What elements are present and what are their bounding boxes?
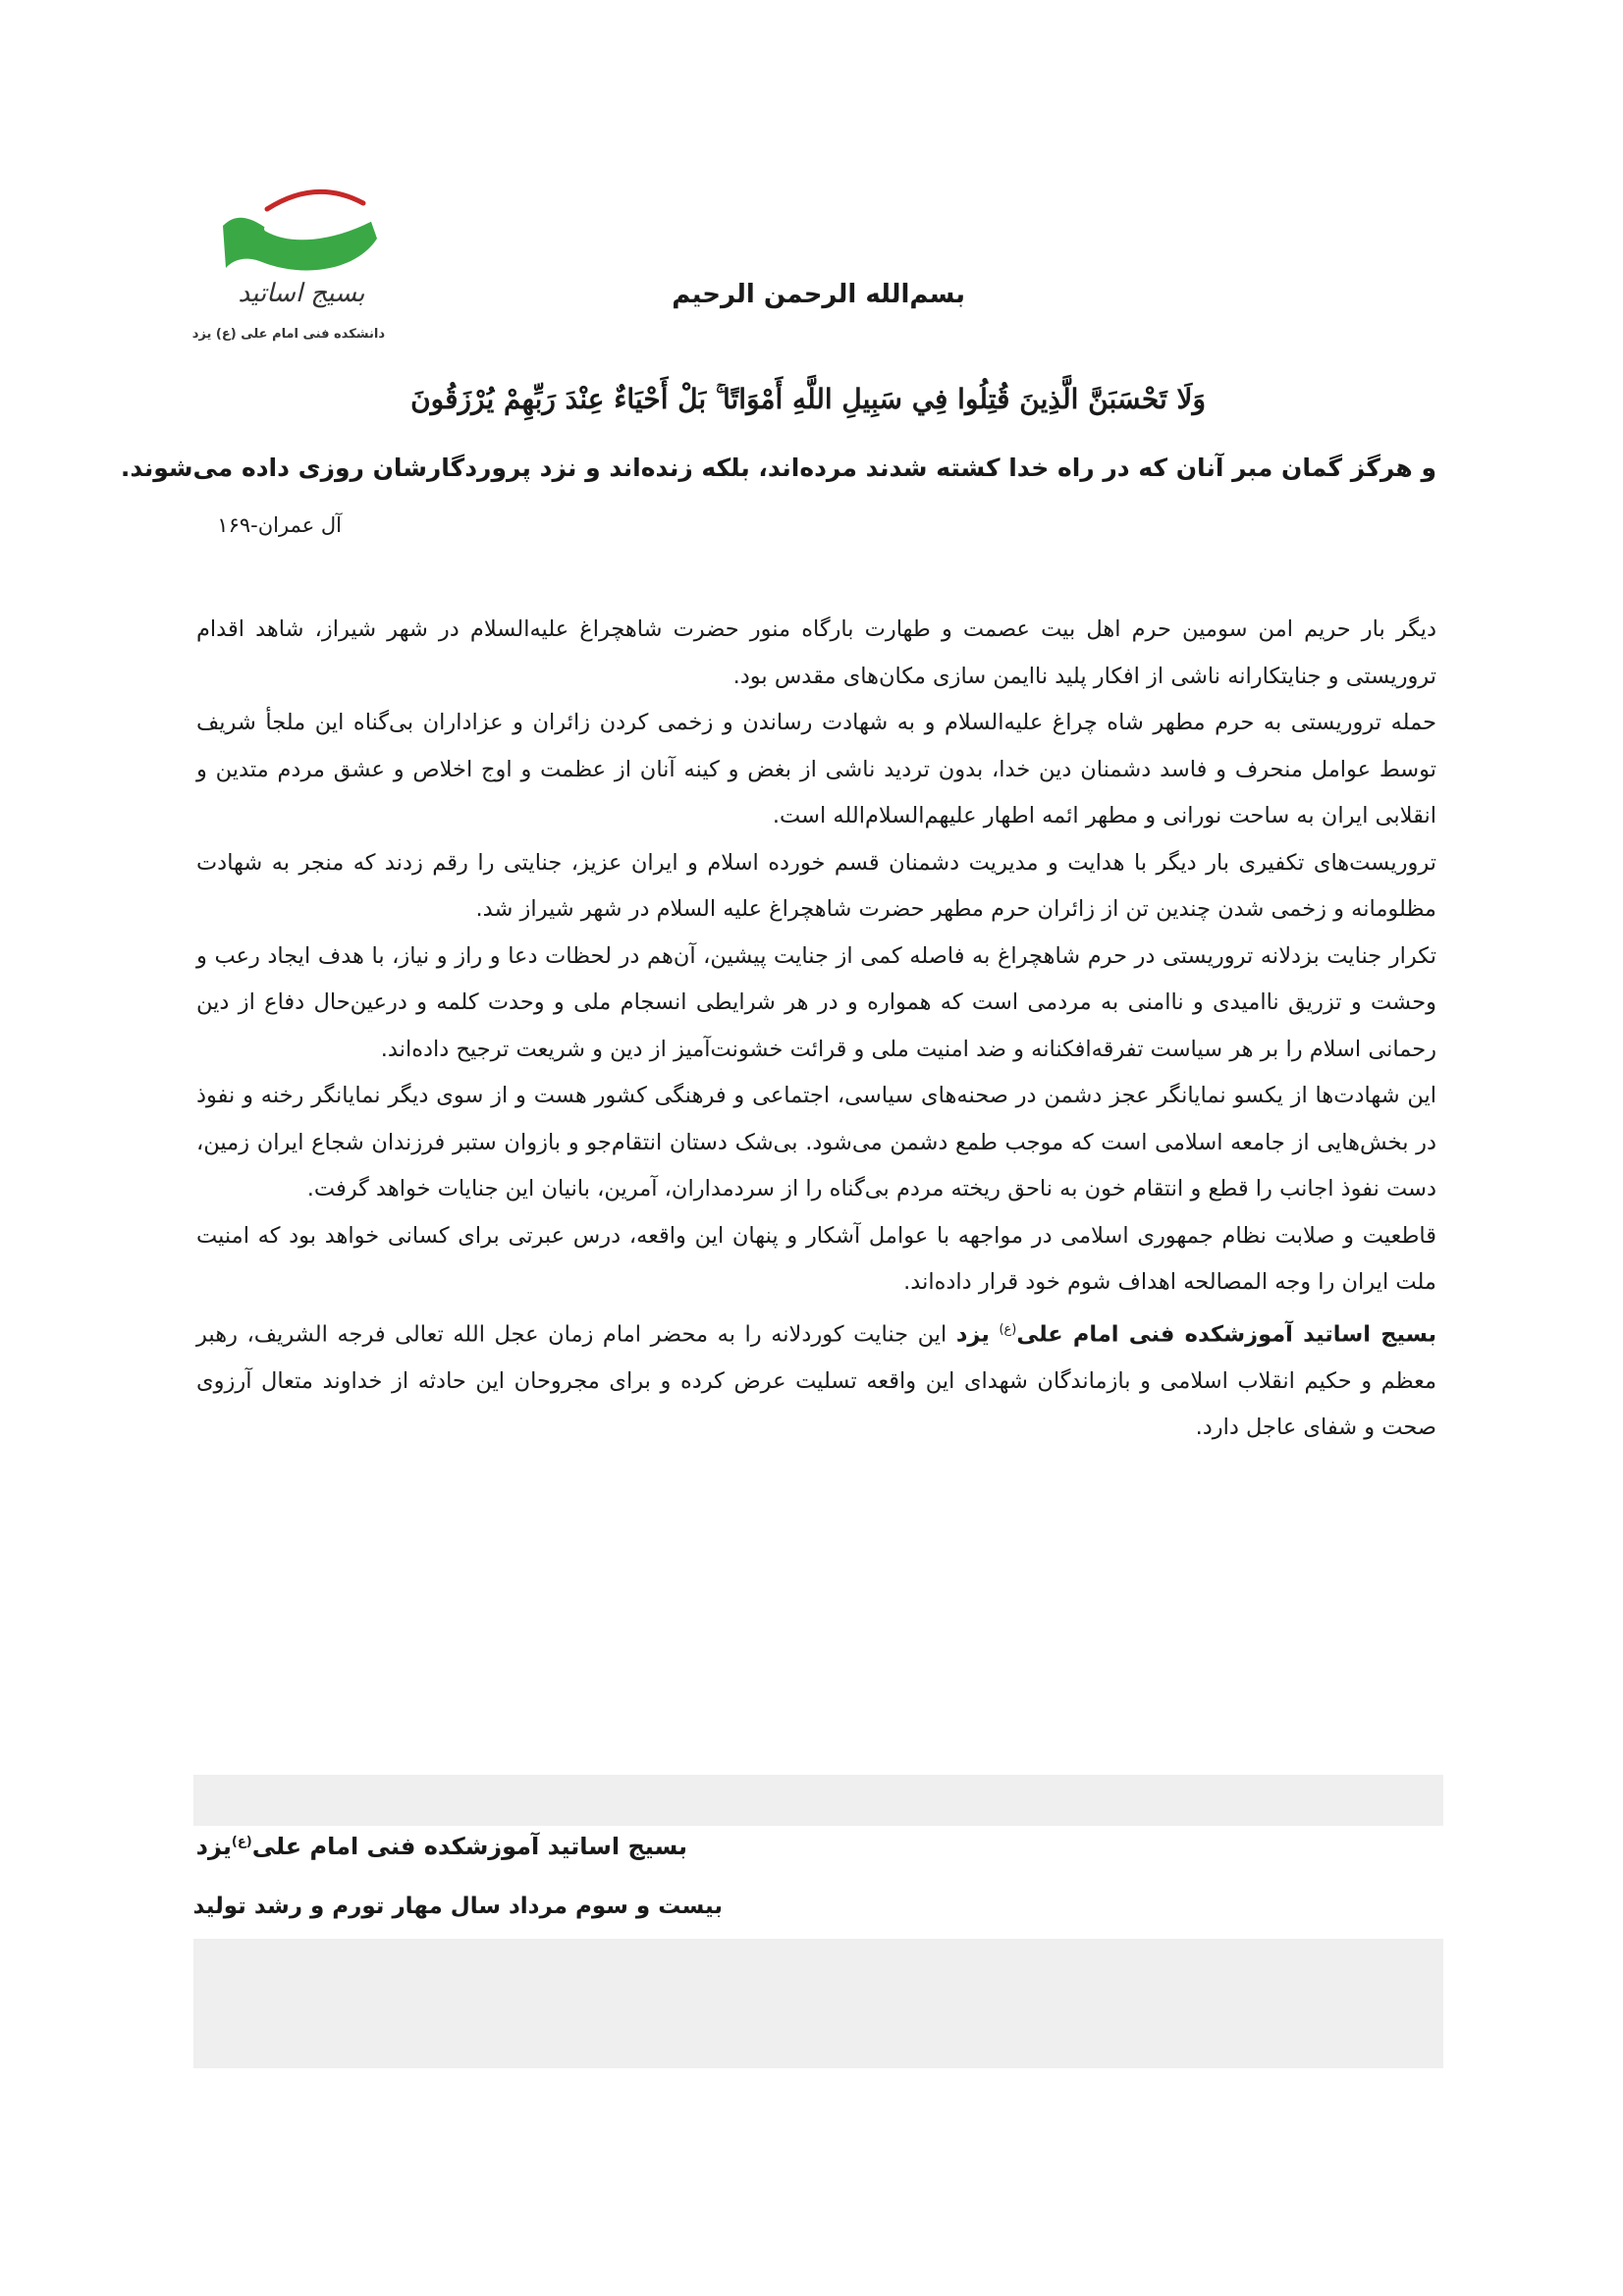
logo-script-text: بسیج اساتید — [238, 279, 365, 308]
date-line: بیست و سوم مرداد سال مهار تورم و رشد تولید — [192, 1894, 723, 1919]
paragraph-7-org: بسیج اساتید آموزشکده فنی امام علی — [1016, 1321, 1437, 1347]
paragraph-1: دیگر بار حریم امن سومین حرم اهل بیت عصمت و طهارت بارگاه منور حضرت شاهچراغ علیه‌السلام در شهر شیراز، شاهد اقدام تروریستی و جنایتکارانه ناشی از افکار پلید ناایمن سازی مکان‌های مقدس بود. — [196, 616, 1436, 689]
paragraph-7-text: این جنایت کوردلانه را به محضر امام زمان عجل الله تعالی فرجه الشریف، رهبر معظم و حکیم انقلاب اسلامی و بازماندگان شهدای این واقعه تسلیت عرض کرده و برای مجروحان این حادثه از خداوند متعال آرزوی صحت و شفای عاجل دارد. — [196, 1321, 1436, 1440]
logo-caption: دانشکده فنی امام علی (ع) یزد — [191, 327, 385, 342]
paragraph-4: تکرار جنایت بزدلانه تروریستی در حرم شاهچراغ به فاصله کمی از جنایت پیشین، آن‌هم در لحظات دعا و راز و نیاز، با هدف ایجاد رعب و وحشت و تزریق ناامیدی و ناامنی به مردمی است که همواره و در هر شرایطی انسجام ملی و وحدت کلمه و درعین‌حال دفاع از دین رحمانی اسلام را بر هر سیاست تفرقه‌افکنانه و ضد امنیت ملی و قرائت خشونت‌آمیز از دین و شریعت ترجیح داده‌اند. — [196, 942, 1436, 1062]
signature — [196, 1833, 687, 1860]
bismillah-heading: بسم‌الله الرحمن الرحیم — [672, 280, 965, 309]
basij-asatid-logo — [191, 182, 385, 353]
signature-sup: (ع) — [231, 1835, 252, 1849]
paragraph-6: قاطعیت و صلابت نظام جمهوری اسلامی در مواجهه با عوامل آشکار و پنهان این واقعه، درس عبرتی برای کسانی خواهد بود که امنیت ملت ایران را وجه المصالحه اهداف شوم خود قرار داده‌اند. — [196, 1222, 1436, 1295]
paragraph-7 — [196, 1307, 1436, 1452]
paragraph-5: این شهادت‌ها از یکسو نمایانگر عجز دشمن در صحنه‌های سیاسی، اجتماعی و فرهنگی کشور هست و از سوی دیگر نمایانگر رخنه و نفوذ در بخش‌هایی از جامعه اسلامی است که موجب طمع دشمن می‌شود. بی‌شک دستان انتقام‌جو و بازوان ستبر فرزندان شجاع ایران زمین، دست نفوذ اجانب را قطع و انتقام خون به ناحق ریخته مردم بی‌گناه را از سردمداران، آمرین، بانیان این جنایات خواهد گرفت. — [196, 1083, 1436, 1201]
paragraph-7-city: یزد — [955, 1321, 990, 1347]
paragraph-7-sup: (ع) — [999, 1321, 1017, 1337]
verse-translation: و هرگز گمان مبر آنان که در راه خدا کشته شدند مرده‌اند، بلکه زنده‌اند و نزد پروردگارشان روزی داده می‌شوند. — [120, 454, 1436, 482]
signature-city: یزد — [195, 1833, 232, 1860]
footer-shade-top — [193, 1775, 1443, 1826]
paragraph-3: تروریست‌های تکفیری بار دیگر با هدایت و مدیریت دشمنان قسم خورده اسلام و ایران عزیز، جنایتی را رقم زدند که منجر به شهادت مظلومانه و زخمی شدن چندین تن از زائران حرم مطهر حضرت شاهچراغ علیه السلام در شهر شیراز شد. — [196, 849, 1436, 922]
footer-shade-bottom — [193, 1939, 1443, 2068]
paragraph-2: حمله تروریستی به حرم مطهر شاه چراغ علیه‌السلام و به شهادت رساندن و زخمی کردن زائران و عزاداران بی‌گناه این ملجأ شریف توسط عوامل منحرف و فاسد دشمنان دین خدا، بدون تردید ناشی از بغض و کینه آنان از عظمت و اوج اخلاص و عشق مردم متدین و انقلابی ایران به ساحت نورانی و مطهر ائمه اطهار علیهم‌السلام‌الله است. — [196, 710, 1436, 828]
verse-source: آل عمران-۱۶۹ — [217, 513, 342, 537]
signature-org: بسیج اساتید آموزشکده فنی امام علی — [251, 1833, 687, 1860]
statement-body — [196, 607, 1436, 1452]
logo-emblem-icon — [208, 182, 385, 329]
quran-verse: وَلَا تَحْسَبَنَّ الَّذِينَ قُتِلُوا فِي سَبِيلِ اللَّهِ أَمْوَاتًا ۚ بَلْ أَحْيَاءٌ عِنْدَ رَبِّهِمْ يُرْزَقُونَ — [410, 383, 1206, 415]
